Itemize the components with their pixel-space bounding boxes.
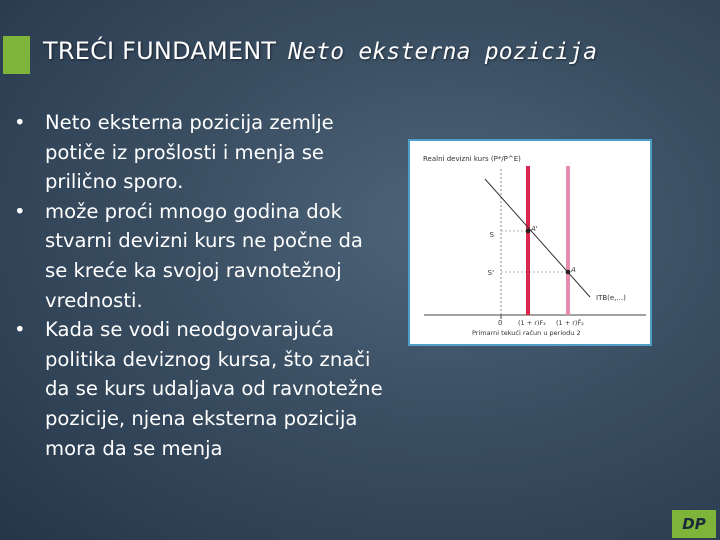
bullet-text: može proći mnogo godina dok stvarni devizni kurs ne počne da se kreće ka svojoj ravnotežnoj vrednosti.: [45, 199, 363, 312]
bullet-item: [14, 108, 384, 197]
bullet-dot: •: [14, 111, 26, 134]
point-a-prime: [526, 229, 531, 234]
y-tick-s: S: [489, 231, 494, 239]
x-tick-1: (1 + r)F₂: [518, 319, 546, 327]
bullet-item: [14, 315, 384, 463]
x-tick-2: (1 + r)F̄₂: [556, 319, 584, 327]
bullet-dot: •: [14, 318, 26, 342]
label-a-prime: A': [531, 225, 538, 233]
x-origin-label: 0: [498, 319, 503, 327]
bullet-text: Kada se vodi neodgovarajuća politika deviznog kursa, što znači da se kurs udaljava od ravnotežne pozicije, njena eksterna pozicija mora da se menja: [45, 318, 383, 460]
logo-badge: DP: [672, 510, 716, 538]
exchange-rate-diagram: [410, 141, 650, 344]
bullet-dot: •: [14, 199, 26, 223]
y-axis-label: Realni devizni kurs (P*/P^E): [423, 155, 521, 163]
bullet-list: [14, 108, 384, 463]
title-main: TREĆI FUNDAMENT: [43, 37, 277, 65]
x-axis-label: Primarni tekući račun u periodu 2: [472, 329, 581, 337]
label-a: A: [571, 266, 576, 274]
bullet-text: Neto eksterna pozicija zemlje potiče iz prošlosti i menja se prilično sporo.: [45, 111, 334, 194]
slide-title: [43, 37, 597, 65]
title-accent-bar: [3, 36, 30, 74]
exchange-rate-figure: [408, 139, 652, 346]
curve-label: ITB(e,...): [596, 294, 626, 302]
bullet-item: [14, 197, 384, 315]
y-tick-s-prime: S': [487, 269, 494, 277]
point-a: [566, 270, 571, 275]
title-italic: Neto eksterna pozicija: [288, 39, 598, 65]
